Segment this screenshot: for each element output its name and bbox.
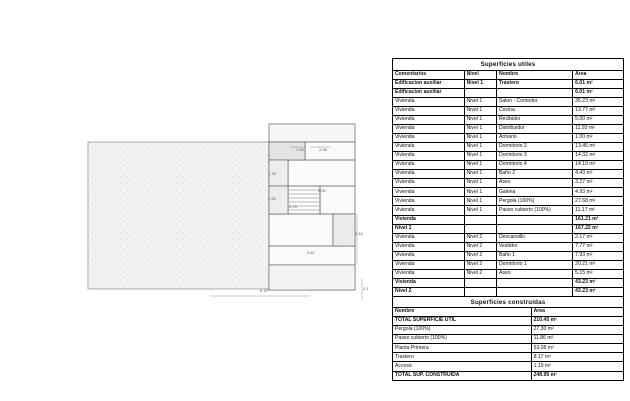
cell-area: 248.95 m² (531, 371, 623, 380)
cell-nombre (496, 287, 572, 296)
cell-nivel: Nivel 1 (464, 170, 496, 179)
cell-comentarios: Vivienda (393, 116, 465, 125)
cell-nombre: TOTAL SUPERFICIE UTIL (393, 317, 532, 326)
cell-nombre (496, 89, 572, 98)
areas-panel (392, 58, 624, 381)
cell-comentarios: Vivienda (393, 233, 465, 242)
cell-nivel: Nivel 1 (464, 98, 496, 107)
cell-nombre: Distribuidor (496, 125, 572, 134)
cell-nombre: Trastero (393, 353, 532, 362)
cell-area: 4.43 m² (573, 170, 624, 179)
cell-nombre: Aseo (496, 179, 572, 188)
cell-nivel (464, 278, 496, 287)
cell-nombre: TOTAL SUP. CONSTRUIDA (393, 371, 532, 380)
cell-area: 5.00 m² (573, 116, 624, 125)
cell-area: 43.23 m² (573, 287, 624, 296)
cell-comentarios: Vivienda (393, 161, 465, 170)
table-row (393, 125, 624, 134)
table-row (393, 170, 624, 179)
cell-nombre: Dormitorio 4 (496, 161, 572, 170)
cell-area: 27.68 m² (573, 197, 624, 206)
cell-area: 11.86 m² (531, 335, 623, 344)
plan-dimension-label: 0.87 (307, 250, 315, 255)
cell-area: 3.27 m² (573, 179, 624, 188)
cell-nivel: Nivel 1 (464, 116, 496, 125)
cell-nivel: Nivel 1 (464, 161, 496, 170)
cell-nivel: Nivel 1 (464, 152, 496, 161)
cell-nombre (496, 224, 572, 233)
cell-comentarios: Vivienda (393, 179, 465, 188)
cell-nombre: Recibidor (496, 116, 572, 125)
table-row (393, 287, 624, 296)
cell-nivel: Nivel 2 (464, 251, 496, 260)
cell-comentarios: Vivienda (393, 152, 465, 161)
cell-comentarios: Vivienda (393, 242, 465, 251)
cell-nombre: Planta Primera (393, 344, 532, 353)
cell-nombre: Paseo cubierto (100%) (496, 206, 572, 215)
summary-table (392, 307, 624, 380)
cell-nivel: Nivel 1 (464, 197, 496, 206)
cell-comentarios: Vivienda (393, 143, 465, 152)
cell-comentarios: Vivienda (393, 278, 465, 287)
cell-comentarios: Vivienda (393, 134, 465, 143)
cell-comentarios: Vivienda (393, 125, 465, 134)
col-nivel: Nivel (464, 71, 496, 80)
cell-area: 11.17 m² (573, 206, 624, 215)
table-row (393, 278, 624, 287)
cell-comentarios: Vivienda (393, 197, 465, 206)
cell-area: 11.93 m² (573, 125, 624, 134)
cell-nombre: Vestidor (496, 242, 572, 251)
col-nombre: Nombre (496, 71, 572, 80)
cell-nombre (496, 278, 572, 287)
cell-comentarios: Vivienda (393, 251, 465, 260)
cell-comentarios: Nivel 1 (393, 224, 465, 233)
cell-nivel: Nivel 1 (464, 143, 496, 152)
cell-area: 14.10 m² (573, 161, 624, 170)
table-row (393, 344, 624, 353)
cell-comentarios: Vivienda (393, 98, 465, 107)
cell-nombre: Salon - Comedor (496, 98, 572, 107)
table-row (393, 233, 624, 242)
summary-table-header-row (393, 308, 624, 317)
cell-nombre: Descansillo (496, 233, 572, 242)
cell-comentarios: Vivienda (393, 170, 465, 179)
cell-nivel (464, 224, 496, 233)
plan-dimension-label: 1.50 (268, 196, 276, 201)
cell-area: 14.32 m² (573, 152, 624, 161)
plan-dimension-label: 3.00 (318, 188, 326, 193)
cell-comentarios: Vivienda (393, 206, 465, 215)
cell-nivel: Nivel 2 (464, 260, 496, 269)
cell-area: 6.01 m² (573, 89, 624, 98)
table-row (393, 161, 624, 170)
plan-dimension-label: 2.1 (363, 286, 369, 291)
table-row (393, 317, 624, 326)
cell-comentarios: Edificacion auxiliar (393, 80, 465, 89)
cell-nombre: Cocina (496, 107, 572, 116)
table-row (393, 80, 624, 89)
cell-area: 1.19 m² (531, 362, 623, 371)
cell-area: 27.30 m² (531, 326, 623, 335)
cell-nivel: Nivel 1 (464, 134, 496, 143)
cell-nombre: Dormitorio 1 (496, 260, 572, 269)
table-row (393, 371, 624, 380)
cell-comentarios: Vivienda (393, 107, 465, 116)
plan-dimension-label: 1.90 (296, 147, 304, 152)
col-area-summary: Área (531, 308, 623, 317)
cell-comentarios: Vivienda (393, 188, 465, 197)
cell-nombre: Dormitorio 3 (496, 152, 572, 161)
summary-table-title: Superficies construidas (392, 297, 624, 308)
table-row (393, 353, 624, 362)
cell-area: 167.22 m² (573, 224, 624, 233)
cell-nivel (464, 89, 496, 98)
table-row (393, 242, 624, 251)
cell-nivel (464, 215, 496, 224)
cell-area: 5.15 m² (573, 269, 624, 278)
plan-dimension-label: 2.75 (289, 204, 297, 209)
cell-nombre: Pergola (100%) (496, 197, 572, 206)
cell-area: 7.77 m² (573, 242, 624, 251)
cell-area: 210.45 m² (531, 317, 623, 326)
cell-area: 8.17 m² (531, 353, 623, 362)
cell-comentarios: Nivel 2 (393, 287, 465, 296)
cell-area: 20.21 m² (573, 260, 624, 269)
cell-nombre (496, 215, 572, 224)
cell-nivel: Nivel 1 (464, 107, 496, 116)
cell-area: 4.93 m² (573, 188, 624, 197)
cell-area: 1.00 m² (573, 134, 624, 143)
cell-nombre: Dormitorio 2 (496, 143, 572, 152)
table-row (393, 134, 624, 143)
cell-comentarios: Vivienda (393, 260, 465, 269)
table-row (393, 89, 624, 98)
table-row (393, 215, 624, 224)
cell-area: 7.93 m² (573, 251, 624, 260)
cell-comentarios: Vivienda (393, 269, 465, 278)
plan-dimension-label: 1.75 (268, 171, 276, 176)
cell-nombre: Galeria (496, 188, 572, 197)
table-row (393, 197, 624, 206)
col-nombre-summary: Nombre (393, 308, 532, 317)
table-row (393, 362, 624, 371)
cell-nivel: Nivel 1 (464, 179, 496, 188)
cell-area: 13.77 m² (573, 107, 624, 116)
table-row (393, 206, 624, 215)
cell-nombre: Pergola (100%) (393, 326, 532, 335)
cell-nombre: Baño 2 (496, 170, 572, 179)
cell-comentarios: Vivienda (393, 215, 465, 224)
cell-area: 53.08 m² (531, 344, 623, 353)
table-row (393, 143, 624, 152)
cell-area: 13.45 m² (573, 143, 624, 152)
table-row (393, 269, 624, 278)
plan-dimension-label: 6.19 (260, 288, 268, 293)
areas-table-title: Superficies utiles (392, 58, 624, 70)
table-row (393, 224, 624, 233)
cell-area: 35.23 m² (573, 98, 624, 107)
cell-area: 43.23 m² (573, 278, 624, 287)
plot-outline (88, 142, 269, 289)
table-row (393, 116, 624, 125)
cell-nivel: Nivel 2 (464, 242, 496, 251)
table-row (393, 179, 624, 188)
cell-area: 2.17 m² (573, 233, 624, 242)
cell-area: 161.21 m² (573, 215, 624, 224)
col-area: Área (573, 71, 624, 80)
table-row (393, 188, 624, 197)
cell-nivel: Nivel 1 (464, 80, 496, 89)
table-row (393, 260, 624, 269)
cell-nivel: Nivel 1 (464, 206, 496, 215)
cell-nombre: Baño 1 (496, 251, 572, 260)
cell-nombre: Armario (496, 134, 572, 143)
cell-nivel: Nivel 2 (464, 233, 496, 242)
cell-comentarios: Edificacion auxiliar (393, 89, 465, 98)
cell-nombre: Trastero (496, 80, 572, 89)
table-row (393, 251, 624, 260)
col-comentarios: Comentarios (393, 71, 465, 80)
table-row (393, 152, 624, 161)
cell-nivel: Nivel 1 (464, 188, 496, 197)
cell-nombre: Aseo (496, 269, 572, 278)
cell-nombre: Paseo cubierto (100%) (393, 335, 532, 344)
cell-nivel: Nivel 2 (464, 269, 496, 278)
cell-nombre: Acceso (393, 362, 532, 371)
areas-table (392, 70, 624, 297)
table-row (393, 335, 624, 344)
plan-dimension-label: 2.08 (319, 147, 327, 152)
table-row (393, 107, 624, 116)
cell-nivel: Nivel 1 (464, 125, 496, 134)
cell-area: 6.01 m² (573, 80, 624, 89)
areas-table-header-row (393, 71, 624, 80)
plan-dimension-label: 3.42 (355, 231, 363, 236)
table-row (393, 326, 624, 335)
cell-nivel (464, 287, 496, 296)
table-row (393, 98, 624, 107)
